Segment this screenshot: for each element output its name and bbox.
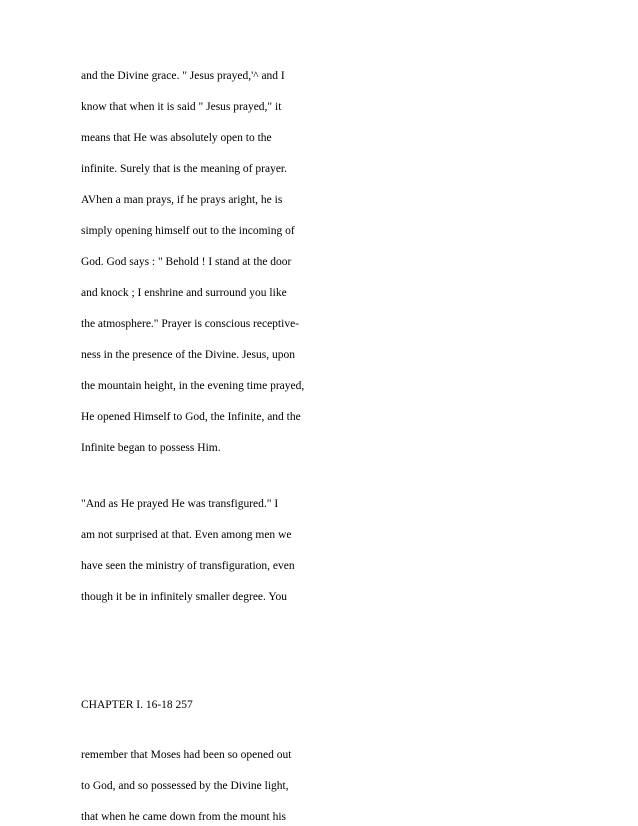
text-line: and knock ; I enshrine and surround you like: [81, 287, 287, 299]
text-line: God. God says : " Behold ! I stand at the door: [81, 256, 292, 268]
text-line: and the Divine grace. " Jesus prayed,'^ and I: [81, 70, 285, 82]
text-line: means that He was absolutely open to the: [81, 132, 272, 144]
text-line: remember that Moses had been so opened out: [81, 749, 292, 761]
running-header: CHAPTER I. 16-18 257: [81, 699, 193, 711]
text-line: Infinite began to possess Him.: [81, 442, 221, 454]
text-line: He opened Himself to God, the Infinite, and the: [81, 411, 301, 423]
text-line: the atmosphere." Prayer is conscious receptive-: [81, 318, 300, 330]
text-line: am not surprised at that. Even among men we: [81, 529, 292, 541]
text-line: "And as He prayed He was transfigured." I: [81, 498, 279, 510]
text-line: know that when it is said " Jesus prayed," it: [81, 101, 282, 113]
text-line: infinite. Surely that is the meaning of prayer.: [81, 163, 287, 175]
text-line: though it be in infinitely smaller degree. You: [81, 591, 288, 603]
text-line: have seen the ministry of transfiguration, even: [81, 560, 295, 572]
text-line: the mountain height, in the evening time prayed,: [81, 380, 305, 392]
text-line: AVhen a man prays, if he prays aright, he is: [81, 194, 283, 206]
text-line: simply opening himself out to the incoming of: [81, 225, 295, 237]
text-line: ness in the presence of the Divine. Jesus, upon: [81, 349, 295, 361]
text-line: to God, and so possessed by the Divine light,: [81, 780, 289, 792]
text-line: that when he came down from the mount his: [81, 811, 287, 823]
